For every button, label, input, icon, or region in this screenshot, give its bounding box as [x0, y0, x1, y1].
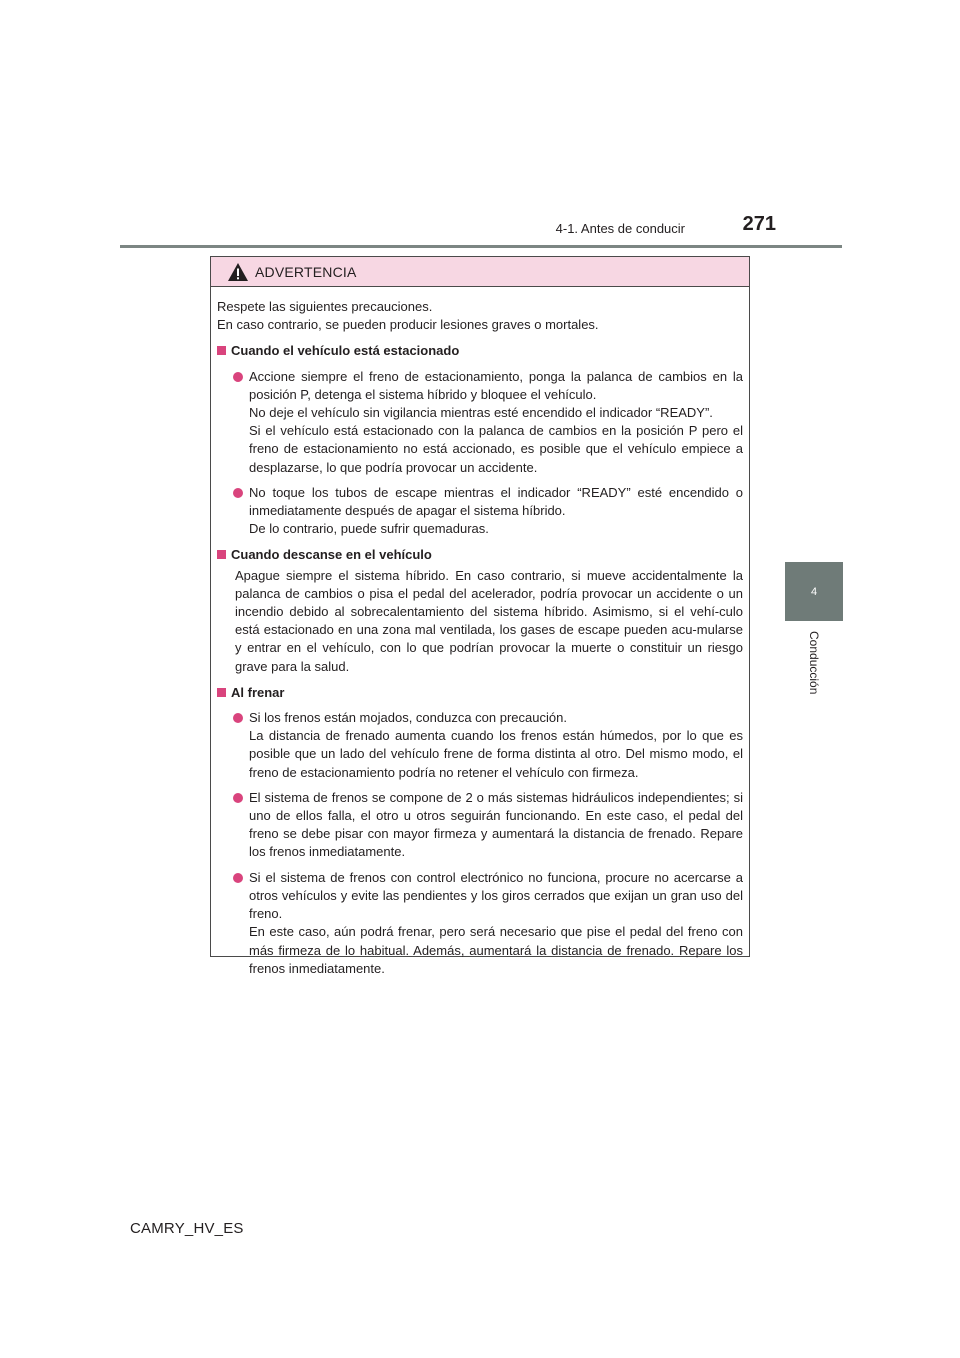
section-heading-text: Cuando el vehículo está estacionado: [231, 343, 460, 359]
item-paragraph: Accione siempre el freno de estacionamiento, ponga la palanca de cambios en la posición P, detenga el sistema híbrido y bloquee el vehículo.: [249, 368, 743, 402]
section-heading: [217, 546, 743, 564]
warning-title: ADVERTENCIA: [255, 263, 357, 280]
list-item: [217, 789, 743, 862]
item-paragraph: De lo contrario, puede sufrir quemaduras.: [249, 521, 489, 537]
dot-bullet-icon: [233, 713, 243, 723]
intro-line: Respete las siguientes precauciones.: [217, 299, 433, 314]
item-paragraph: Si los frenos están mojados, conduzca con precaución.: [249, 710, 567, 726]
intro-line: En caso contrario, se pueden producir lesiones graves o mortales.: [217, 317, 599, 333]
section-parked: [217, 342, 743, 538]
item-paragraph: Si el sistema de frenos con control electrónico no funciona, procure no acercarse a otros vehículos y evite las pendientes y los giros cerrados que exijan un gran uso del freno.: [249, 869, 743, 922]
warning-header: [211, 257, 749, 287]
square-bullet-icon: [217, 688, 226, 697]
item-paragraph: No deje el vehículo sin vigilancia mientras esté encendido el indicador “READY”.: [249, 405, 713, 421]
section-heading-text: Cuando descanse en el vehículo: [231, 547, 432, 563]
warning-triangle-icon: [227, 262, 249, 282]
section-heading: [217, 684, 743, 702]
list-item: [217, 484, 743, 539]
section-heading-text: Al frenar: [231, 684, 285, 700]
item-paragraph: Si el vehículo está estacionado con la palanca de cambios en la posición P pero el freno de estacionamiento no está accionado, es posible que el vehículo empiece a desplazarse, lo que podría provocar un accidente.: [249, 423, 743, 475]
page-number: 271: [742, 213, 776, 235]
list-item: [217, 709, 743, 782]
footer-model-code: CAMRY_HV_ES: [130, 1220, 244, 1237]
warning-body: [211, 287, 749, 978]
dot-bullet-icon: [233, 372, 243, 382]
paragraph-text: Apague siempre el sistema híbrido. En caso contrario, si mueve accidentalmente la palanca de cambios o pisa el pedal del acelerador, podría provocar un accidente o un incendio debido al sobrecalentamiento del sistema híbrido. Asimismo, si el vehí-culo está estacionado en una zona mal ventilada, los gases de escape pueden acu-mularse y entrar en el vehículo, con lo que podrían provocar la muerte o constituir un riesgo grave para la salud.: [235, 567, 743, 674]
item-paragraph: No toque los tubos de escape mientras el indicador “READY” esté encendido o inmediatamente después de apagar el sistema híbrido.: [249, 484, 743, 519]
header-rule: [120, 245, 842, 248]
square-bullet-icon: [217, 346, 226, 355]
item-paragraph: La distancia de frenado aumenta cuando los frenos están húmedos, por lo que es posible que un lado del vehículo frene de forma distinta al otro. Del mismo modo, el freno de estacionamiento podría no retener el vehículo con firmeza.: [249, 728, 743, 780]
list-item: [217, 869, 743, 978]
section-resting: [217, 546, 743, 675]
dot-bullet-icon: [233, 793, 243, 803]
chapter-tab[interactable]: [785, 562, 843, 621]
square-bullet-icon: [217, 550, 226, 559]
section-heading: [217, 342, 743, 360]
chapter-label: Conducción: [807, 631, 821, 695]
section-paragraph: [217, 567, 743, 676]
chapter-number: 4: [810, 585, 818, 598]
warning-box: [210, 256, 750, 976]
item-paragraph: El sistema de frenos se compone de 2 o más sistemas hidráulicos independientes; si uno de ellos falla, el otro u otros seguirán funcionando. En este caso, el pedal del freno se debe pisar con mayor firmeza y aumentará la distancia de frenado. Repare los frenos inmediatamente.: [249, 789, 743, 860]
dot-bullet-icon: [233, 873, 243, 883]
dot-bullet-icon: [233, 488, 243, 498]
header-section-title: 4-1. Antes de conducir: [555, 221, 685, 236]
list-item: [217, 368, 743, 477]
item-paragraph: En este caso, aún podrá frenar, pero será necesario que pise el pedal del freno con más firmeza de lo habitual. Además, aumentará la distancia de frenado. Repare los frenos inmediatamente.: [249, 924, 743, 976]
section-braking: [217, 684, 743, 978]
warning-intro: [217, 298, 743, 334]
